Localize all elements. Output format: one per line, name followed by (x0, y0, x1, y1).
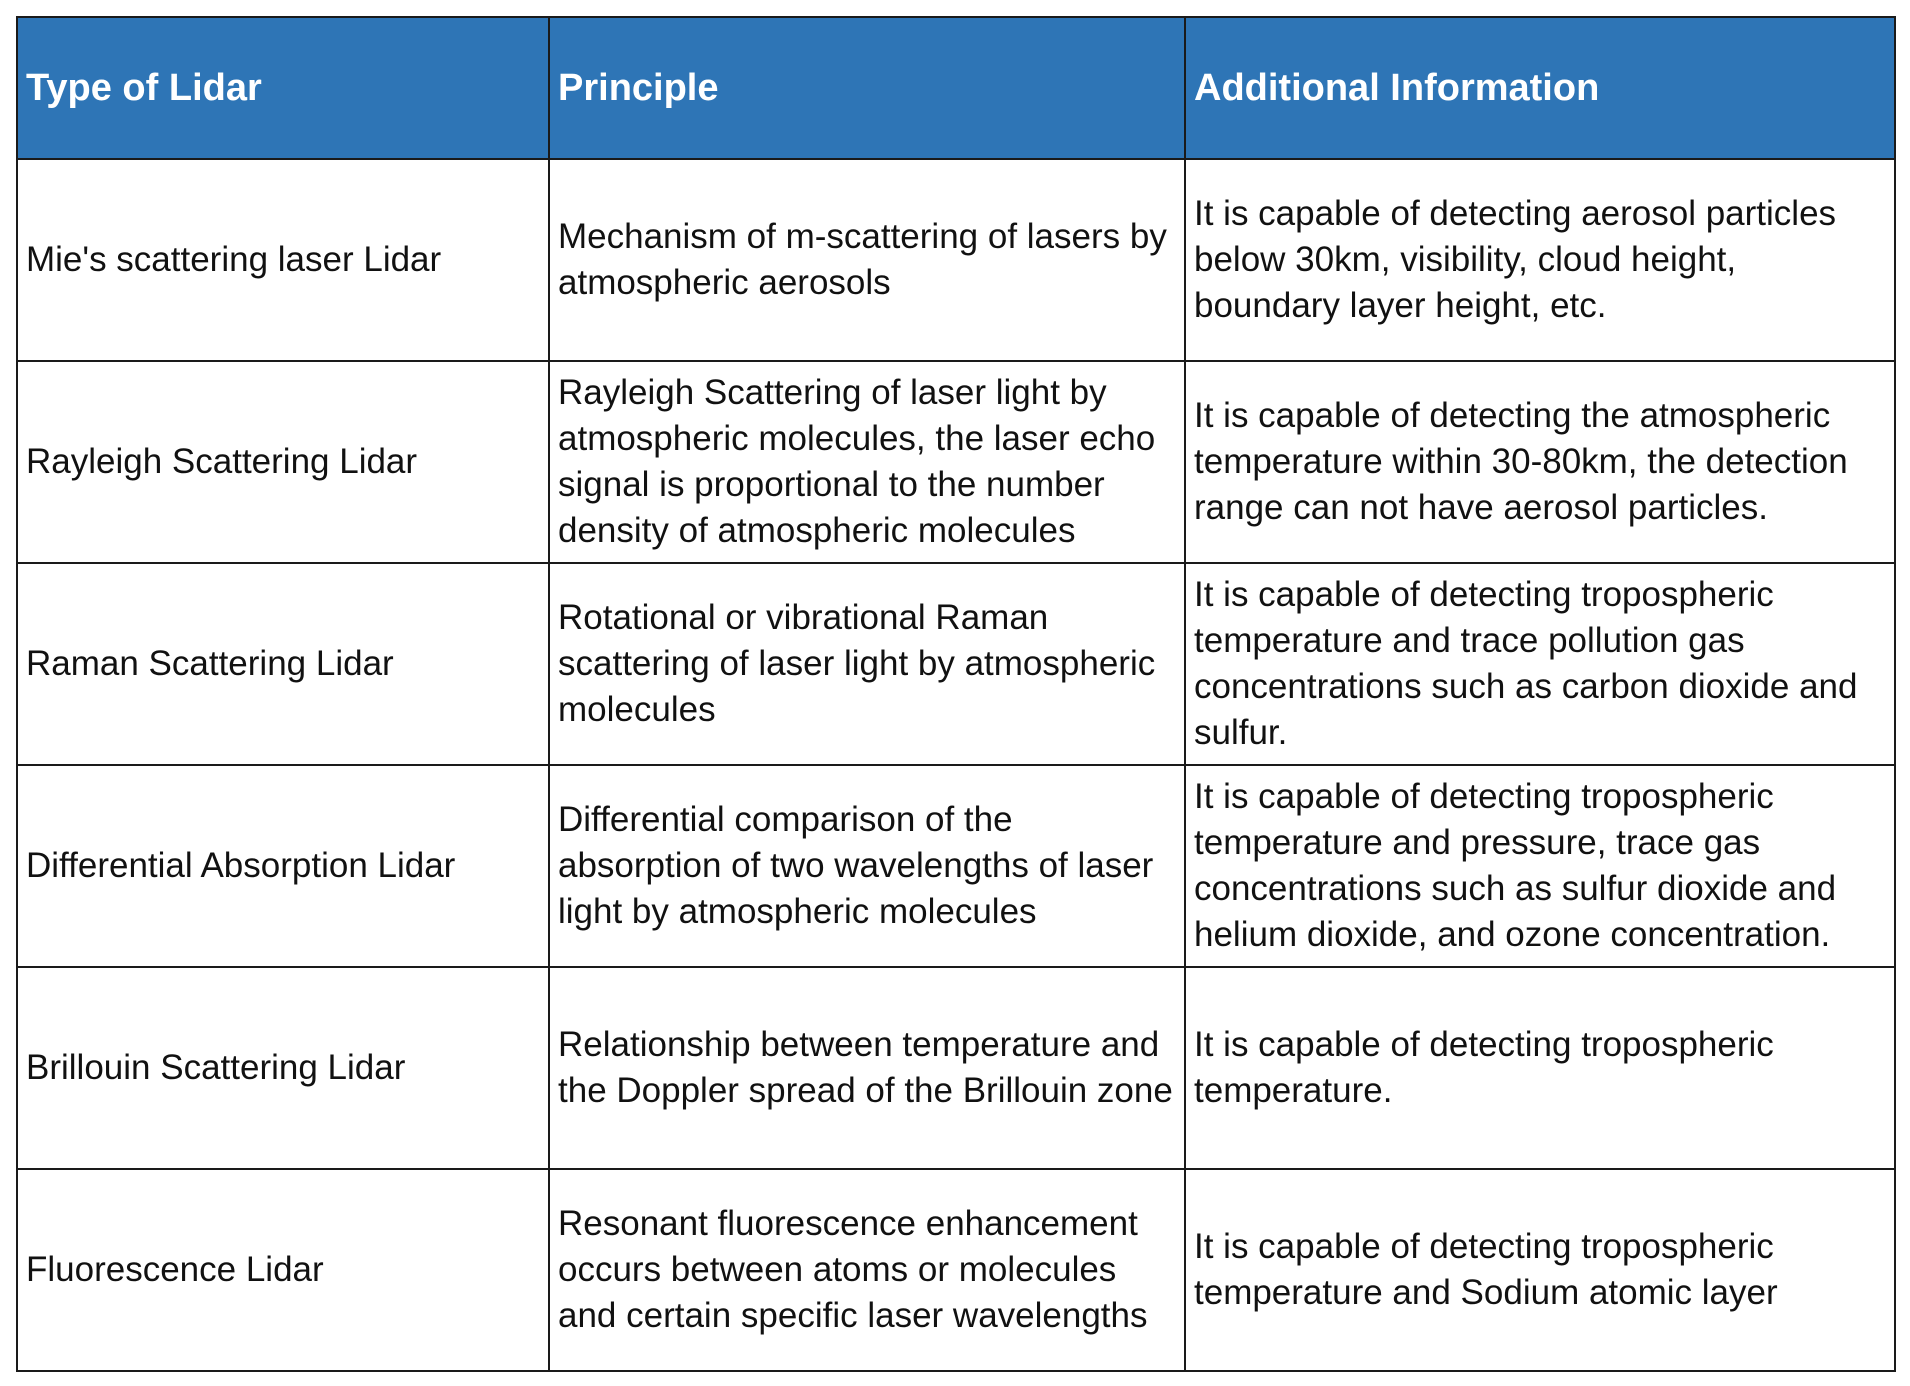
cell-info: It is capable of detecting tropospheric temperature and trace pollution gas concentrations such as carbon dioxide and sulfur. (1185, 563, 1895, 765)
cell-principle: Rotational or vibrational Raman scattering of laser light by atmospheric molecules (549, 563, 1185, 765)
cell-type: Brillouin Scattering Lidar (17, 967, 549, 1169)
header-row (17, 17, 1895, 159)
cell-principle: Resonant fluorescence enhancement occurs between atoms or molecules and certain specific laser wavelengths (549, 1169, 1185, 1371)
cell-principle: Relationship between temperature and the Doppler spread of the Brillouin zone (549, 967, 1185, 1169)
column-header-principle: Principle (549, 17, 1185, 159)
column-header-type: Type of Lidar (17, 17, 549, 159)
table-header (17, 17, 1895, 159)
cell-principle: Differential comparison of the absorption of two wavelengths of laser light by atmospheric molecules (549, 765, 1185, 967)
table-body (17, 159, 1895, 1371)
cell-principle: Rayleigh Scattering of laser light by atmospheric molecules, the laser echo signal is proportional to the number density of atmospheric molecules (549, 361, 1185, 563)
table-row (17, 159, 1895, 361)
cell-info: It is capable of detecting aerosol particles below 30km, visibility, cloud height, boundary layer height, etc. (1185, 159, 1895, 361)
cell-principle: Mechanism of m-scattering of lasers by atmospheric aerosols (549, 159, 1185, 361)
cell-type: Rayleigh Scattering Lidar (17, 361, 549, 563)
cell-type: Differential Absorption Lidar (17, 765, 549, 967)
cell-type: Raman Scattering Lidar (17, 563, 549, 765)
table-row (17, 765, 1895, 967)
table-row (17, 563, 1895, 765)
cell-info: It is capable of detecting the atmospheric temperature within 30-80km, the detection range can not have aerosol particles. (1185, 361, 1895, 563)
table-row (17, 361, 1895, 563)
table-row (17, 967, 1895, 1169)
lidar-types-table (16, 16, 1896, 1372)
cell-info: It is capable of detecting tropospheric temperature and pressure, trace gas concentrations such as sulfur dioxide and helium dioxide, and ozone concentration. (1185, 765, 1895, 967)
cell-info: It is capable of detecting tropospheric temperature. (1185, 967, 1895, 1169)
cell-type: Mie's scattering laser Lidar (17, 159, 549, 361)
column-header-additional-info: Additional Information (1185, 17, 1895, 159)
cell-info: It is capable of detecting tropospheric temperature and Sodium atomic layer (1185, 1169, 1895, 1371)
cell-type: Fluorescence Lidar (17, 1169, 549, 1371)
table-row (17, 1169, 1895, 1371)
